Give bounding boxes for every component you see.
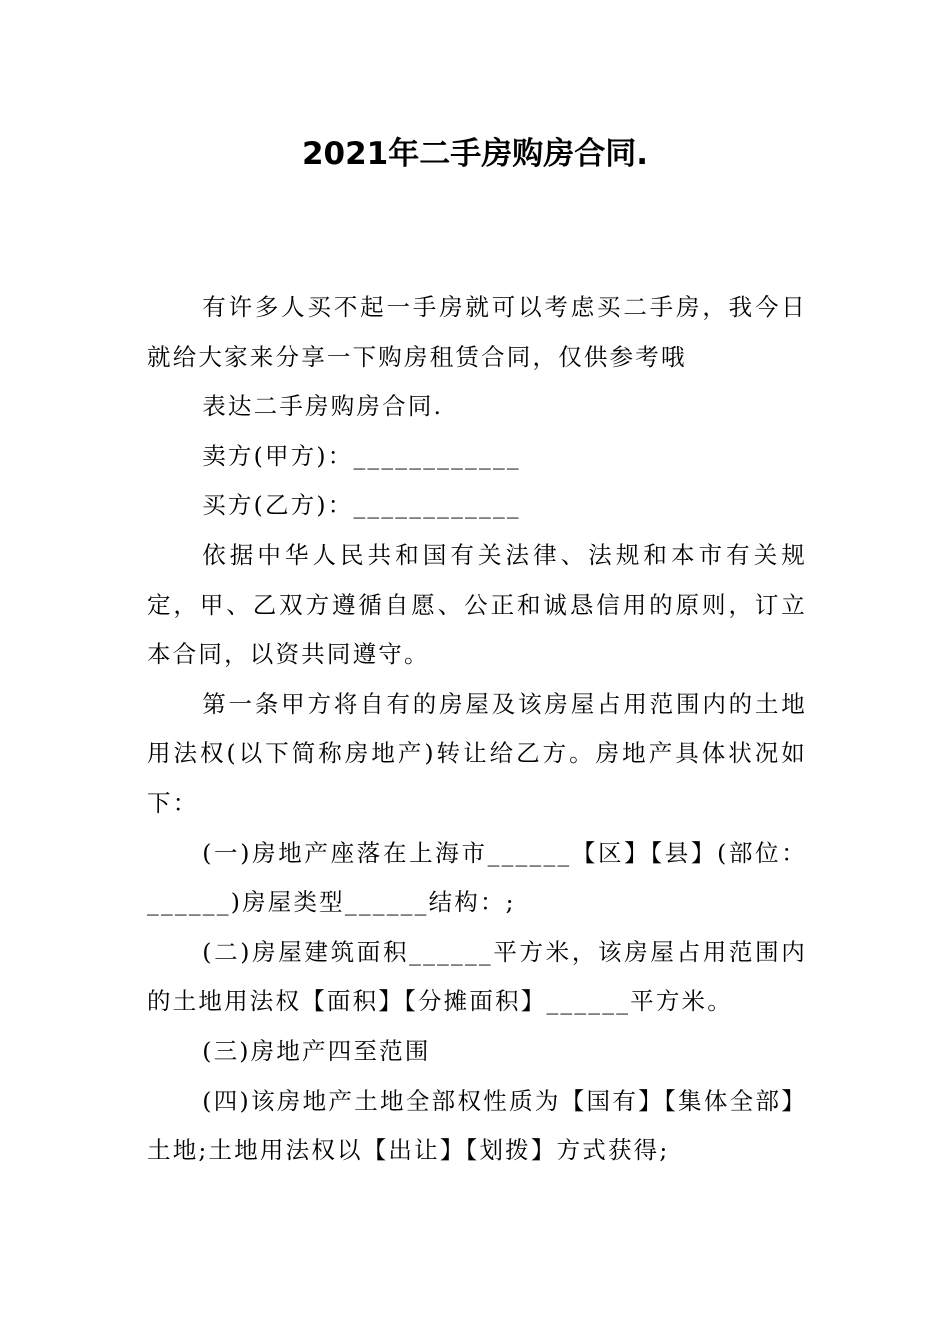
paragraph-buyer: 买方(乙方)：____________ [202,491,521,520]
paragraph-item-two: (二)房屋建筑面积______平方米，该房屋占用范围内的土地用法权【面积】【分摊面积】______平方米。 [147,937,807,1016]
paragraph-seller: 卖方(甲方)：____________ [202,441,521,470]
paragraph-item-three: (三)房地产四至范围 [202,1036,431,1065]
paragraph-item-one: (一)房地产座落在上海市______【区】【县】(部位：______)房屋类型______结构：; [147,838,807,917]
paragraph-intro: 有许多人买不起一手房就可以考虑买二手房，我今日就给大家来分享一下购房租赁合同，仅供参考哦 [147,293,807,371]
paragraph-item-four: (四)该房地产土地全部权性质为【国有】【集体全部】土地;土地用法权以【出让】【划拨】方式获得; [147,1086,807,1165]
document-title: 2021年二手房购房合同. [301,136,649,172]
paragraph-legal-basis: 依据中华人民共和国有关法律、法规和本市有关规定，甲、乙双方遵循自愿、公正和诚恳信用的原则，订立本合同，以资共同遵守。 [147,540,807,669]
paragraph-article-one: 第一条甲方将自有的房屋及该房屋占用范围内的土地用法权(以下简称房地产)转让给乙方。房地产具体状况如下： [147,689,807,817]
document-body [147,283,807,1176]
paragraph-subtitle: 表达二手房购房合同. [202,392,444,421]
